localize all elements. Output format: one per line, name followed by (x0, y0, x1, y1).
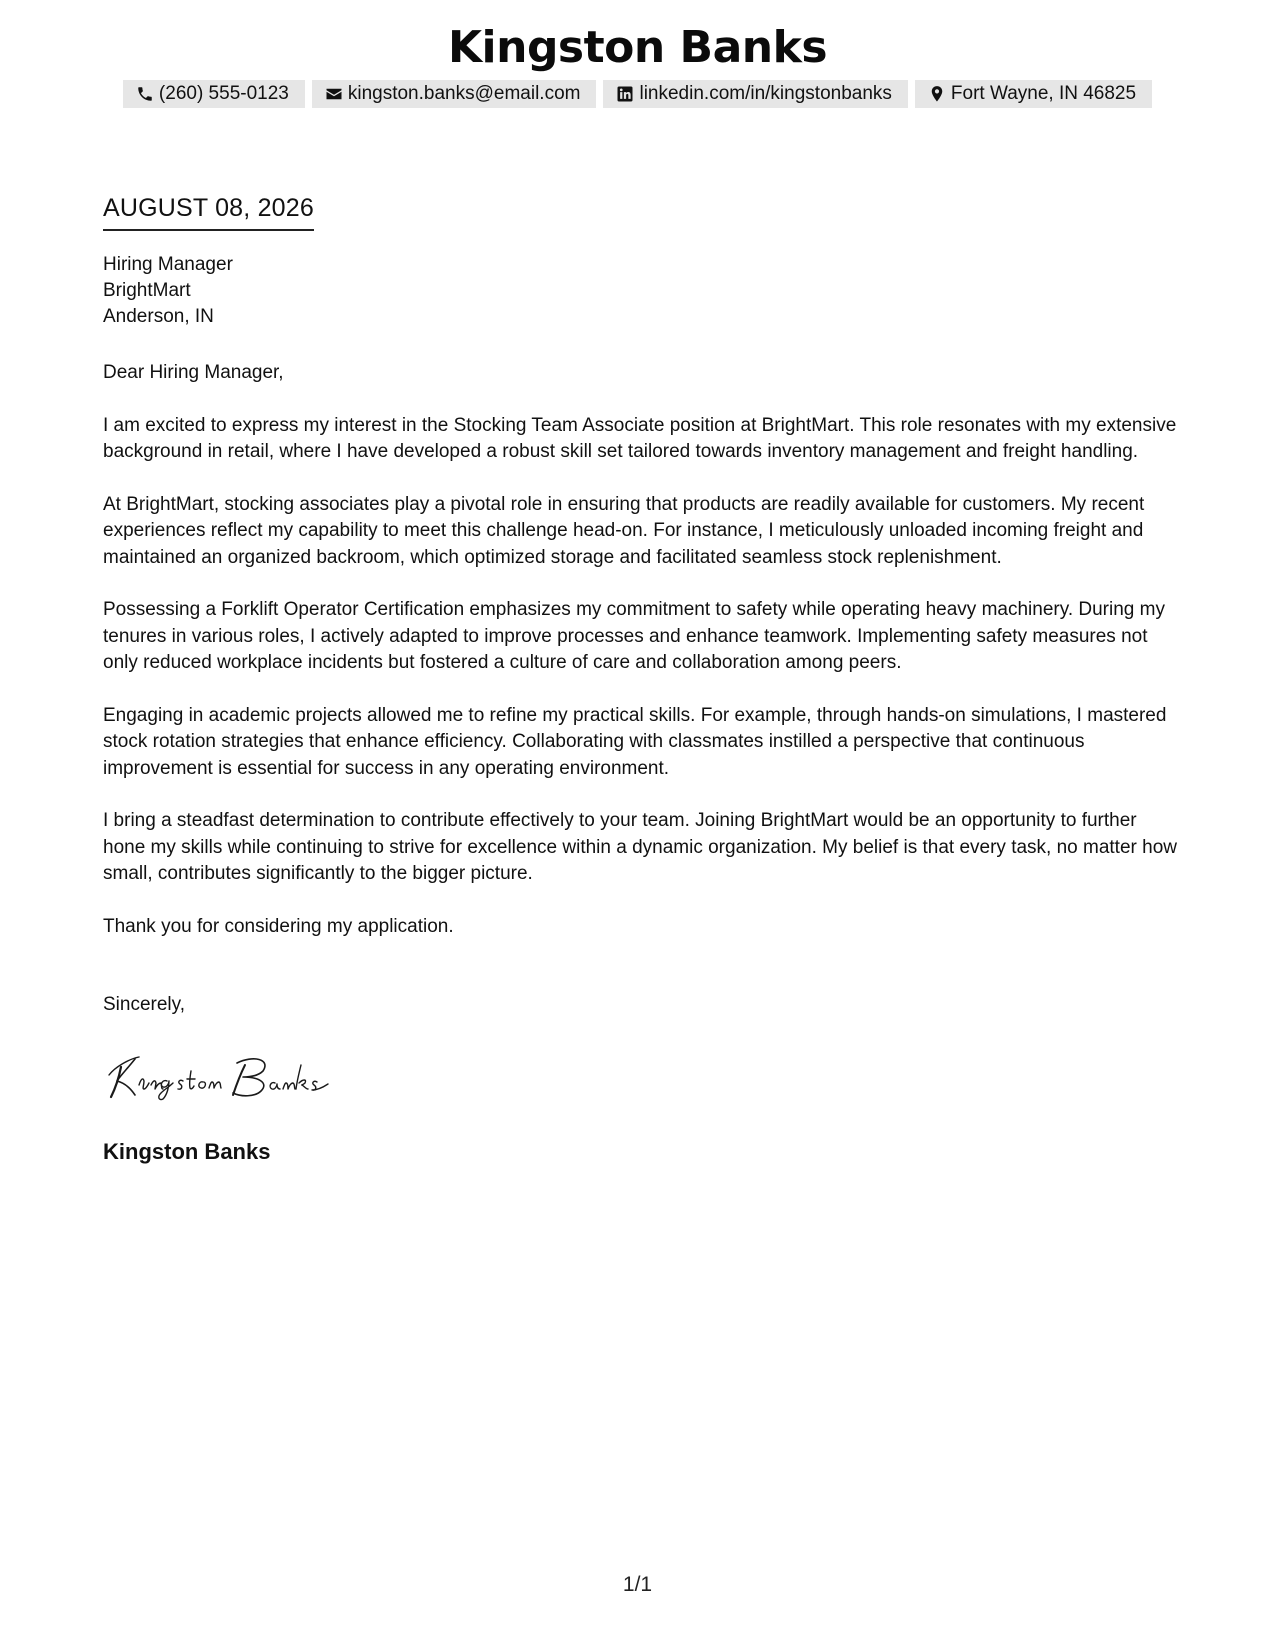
recipient-location: Anderson, IN (103, 306, 214, 327)
phone-text: (260) 555-0123 (158, 83, 289, 104)
envelope-icon (324, 84, 344, 104)
contact-location (915, 80, 1152, 108)
handwritten-signature (105, 1045, 365, 1105)
body-paragraph: Possessing a Forklift Operator Certification emphasizes my commitment to safety while operating heavy machinery. During my tenures in various roles, I actively adapted to improve processes and enhance teamwork. Implementing safety measures not only reduced workplace incidents but fostered a culture of care and collaboration among peers. (103, 599, 1165, 673)
recipient-company: BrightMart (103, 280, 191, 301)
body-paragraph: I am excited to express my interest in the Stocking Team Associate position at BrightMart. This role resonates with my extensive background in retail, where I have developed a robust skill set tailored towards inventory management and freight handling. (103, 414, 1177, 462)
applicant-name-heading: Kingston Banks (447, 22, 828, 73)
signer-name: Kingston Banks (103, 1139, 271, 1164)
contact-linkedin (603, 80, 907, 108)
letter-date: AUGUST 08, 2026 (103, 191, 314, 231)
email-text: kingston.banks@email.com (347, 83, 581, 104)
contact-email (312, 80, 597, 108)
body-paragraph: I bring a steadfast determination to contribute effectively to your team. Joining BrightMart would be an opportunity to further hone my skills while continuing to strive for excellence within a dynamic organization. My belief is that every task, no matter how small, contributes significantly to the bigger picture. (103, 810, 1177, 884)
page-number: 1/1 (622, 1573, 653, 1596)
contact-phone (123, 80, 305, 108)
body-paragraph: Thank you for considering my application. (103, 915, 454, 937)
linkedin-text: linkedin.com/in/kingstonbanks (639, 83, 892, 104)
salutation: Dear Hiring Manager, (103, 362, 284, 383)
letter-body (103, 360, 1183, 966)
phone-icon (135, 84, 155, 104)
recipient-block (103, 252, 233, 330)
closing-line: Sincerely, (103, 994, 186, 1015)
body-paragraph: At BrightMart, stocking associates play a pivotal role in ensuring that products are readily available for customers. My recent experiences reflect my capability to meet this challenge head-on. For instance, I meticulously unloaded incoming freight and maintained an organized backroom, which optimized storage and facilitated seamless stock replenishment. (103, 493, 1145, 568)
body-paragraph: Engaging in academic projects allowed me to refine my practical skills. For example, through hands-on simulations, I mastered stock rotation strategies that enhance efficiency. Collaborating with classmates instilled a perspective that continuous improvement is essential for success in any operating environment. (103, 704, 1167, 779)
recipient-title: Hiring Manager (103, 254, 233, 275)
map-pin-icon (927, 84, 947, 104)
linkedin-icon (615, 84, 635, 104)
location-text: Fort Wayne, IN 46825 (950, 83, 1137, 104)
contact-bar (0, 80, 1275, 108)
